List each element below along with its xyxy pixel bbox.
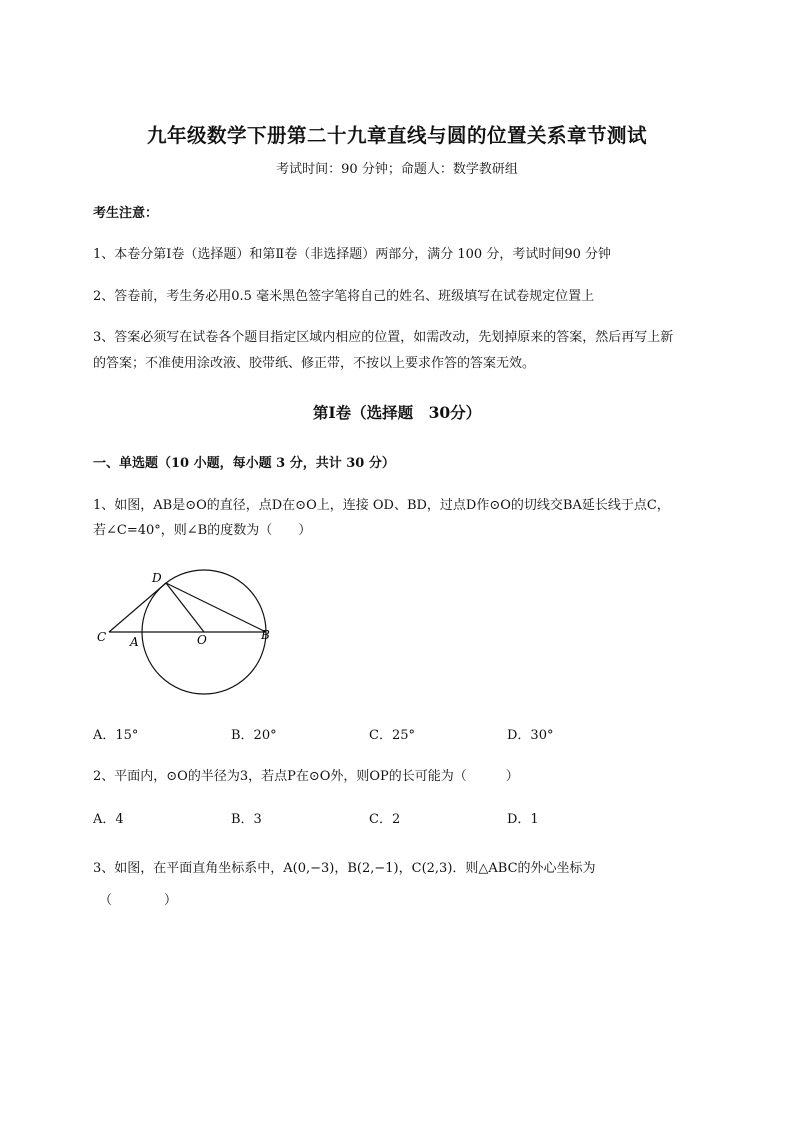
label-d: D <box>152 571 162 585</box>
q1-option-a: A．15° <box>93 728 139 743</box>
question-1-text-cont: 若∠C=40°，则∠B的度数为（ ） <box>93 523 312 538</box>
circle-tangent-figure <box>90 568 290 700</box>
label-o: O <box>197 633 207 647</box>
notice-item-1: 1、本卷分第Ⅰ卷（选择题）和第Ⅱ卷（非选择题）两部分，满分 100 分，考试时间90 分钟 <box>93 247 611 262</box>
segment-bd <box>166 583 266 632</box>
q1-option-c: C．25° <box>369 728 415 743</box>
notice-item-3: 3、答案必须写在试卷各个题目指定区域内相应的位置，如需改动，先划掉原来的答案，然后再写上新 <box>93 330 674 345</box>
q2-option-b: B．3 <box>231 812 262 827</box>
q2-option-d: D．1 <box>507 812 539 827</box>
question-3-text: 3、如图，在平面直角坐标系中，A(0,−3)，B(2,−1)，C(2,3)．则△ABC的外心坐标为 <box>93 861 596 876</box>
exam-info: 考试时间：90 分钟；命题人：数学教研组 <box>276 162 518 177</box>
question-1-text: 1、如图，AB是⊙O的直径，点D在⊙O上，连接 OD、BD，过点D作⊙O的切线交BA延长线于点C， <box>93 498 670 513</box>
notice-item-3-cont: 的答案；不准使用涂改液、胶带纸、修正带，不按以上要求作答的答案无效。 <box>93 356 536 371</box>
label-a: A <box>130 635 139 649</box>
tangent-cd <box>109 583 166 632</box>
q1-option-b: B．20° <box>231 728 277 743</box>
q2-option-a: A．4 <box>93 812 124 827</box>
notice-item-2: 2、答卷前，考生务必用0.5 毫米黑色签字笔将自己的姓名、班级填写在试卷规定位置上 <box>93 289 595 304</box>
label-b: B <box>261 628 270 642</box>
label-c: C <box>97 630 107 644</box>
part-heading: 一、单选题（10 小题，每小题 3 分，共计 30 分） <box>93 456 395 471</box>
segment-od <box>166 583 204 632</box>
notice-heading: 考生注意： <box>93 206 159 221</box>
section-title: 第Ⅰ卷（选择题 30分） <box>312 403 482 422</box>
question-3-answer-blank: （ ） <box>99 893 178 908</box>
page-title: 九年级数学下册第二十九章直线与圆的位置关系章节测试 <box>146 124 647 147</box>
q1-option-d: D．30° <box>507 728 554 743</box>
question-2-text: 2、平面内，⊙O的半径为3，若点P在⊙O外，则OP的长可能为（ ） <box>93 769 519 784</box>
q2-option-c: C．2 <box>369 812 401 827</box>
